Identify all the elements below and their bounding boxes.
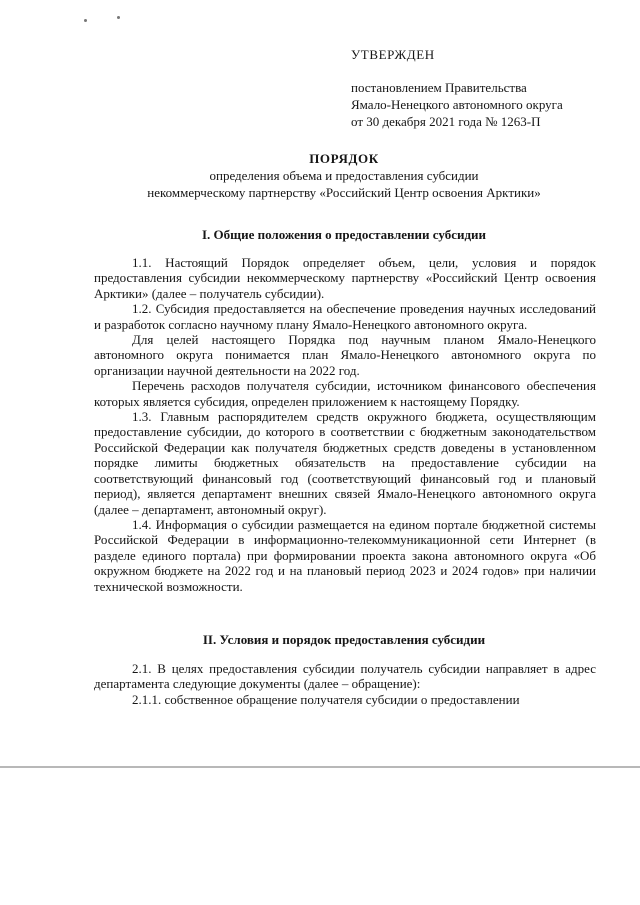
paragraph: Перечень расходов получателя субсидии, источником финансового обеспечения которых является субсидия, определен приложением к настоящему Порядку.: [94, 378, 596, 409]
section-1-heading: I. Общие положения о предоставлении субсидии: [201, 227, 487, 242]
scan-speck: [117, 16, 120, 19]
paragraph: 1.1. Настоящий Порядок определяет объем, цели, условия и порядок предоставления субсидии некоммерческому партнерству «Российский Центр освоения Арктики» (далее – получатель субсидии).: [94, 255, 596, 301]
paragraph: 2.1. В целях предоставления субсидии получатель субсидии направляет в адрес департамента следующие документы (далее – обращение):: [94, 661, 596, 692]
paragraph: 2.1.1. собственное обращение получателя субсидии о предоставлении: [132, 691, 520, 707]
scan-speck: [84, 19, 87, 22]
document-title-block: [94, 150, 594, 201]
paragraph: Для целей настоящего Порядка под научным планом Ямало-Ненецкого автономного округа понимается план Ямало-Ненецкого автономного округа по организации научной деятельности на 2022 год.: [94, 332, 596, 378]
paragraph: 1.3. Главным распорядителем средств окружного бюджета, осуществляющим предоставление субсидии, до которого в соответствии с бюджетным законодательством Российской Федерации как получателя бюджетных средств доведены в установленном порядке лимиты бюджетных обязательств на предоставление субсидии на соответствующий финансовый год (соответствующий финансовый год и плановый период), является департамент внешних связей Ямало-Ненецкого автономного округа (далее – департамент, автономный округ).: [94, 409, 596, 517]
approval-line: постановлением Правительства: [351, 80, 527, 95]
approval-stamp: [351, 46, 563, 130]
page-bottom-edge: [0, 766, 640, 768]
document-subtitle-line: некоммерческому партнерству «Российский Центр освоения Арктики»: [147, 185, 541, 200]
document-title: ПОРЯДОК: [309, 151, 379, 166]
section-1-body: [94, 255, 596, 594]
section-2-heading: II. Условия и порядок предоставления субсидии: [202, 632, 486, 647]
paragraph: 1.4. Информация о субсидии размещается на едином портале бюджетной системы Российской Федерации в информационно-телекоммуникационной сети Интернет (в разделе единого портала) при формировании проекта закона автономного округа «Об окружном бюджете на 2022 год и на плановый период 2023 и 2024 годов» при наличии технической возможности.: [94, 516, 596, 594]
paragraph: 1.2. Субсидия предоставляется на обеспечение проведения научных исследований и разработок согласно научному плану Ямало-Ненецкого автономного округа.: [94, 301, 596, 332]
document-subtitle-line: определения объема и предоставления субсидии: [209, 168, 479, 183]
approval-line: Ямало-Ненецкого автономного округа: [351, 97, 563, 112]
section-2-body: [94, 661, 596, 707]
approval-heading: УТВЕРЖДЕН: [351, 47, 435, 62]
approval-line: от 30 декабря 2021 года № 1263-П: [351, 114, 541, 129]
